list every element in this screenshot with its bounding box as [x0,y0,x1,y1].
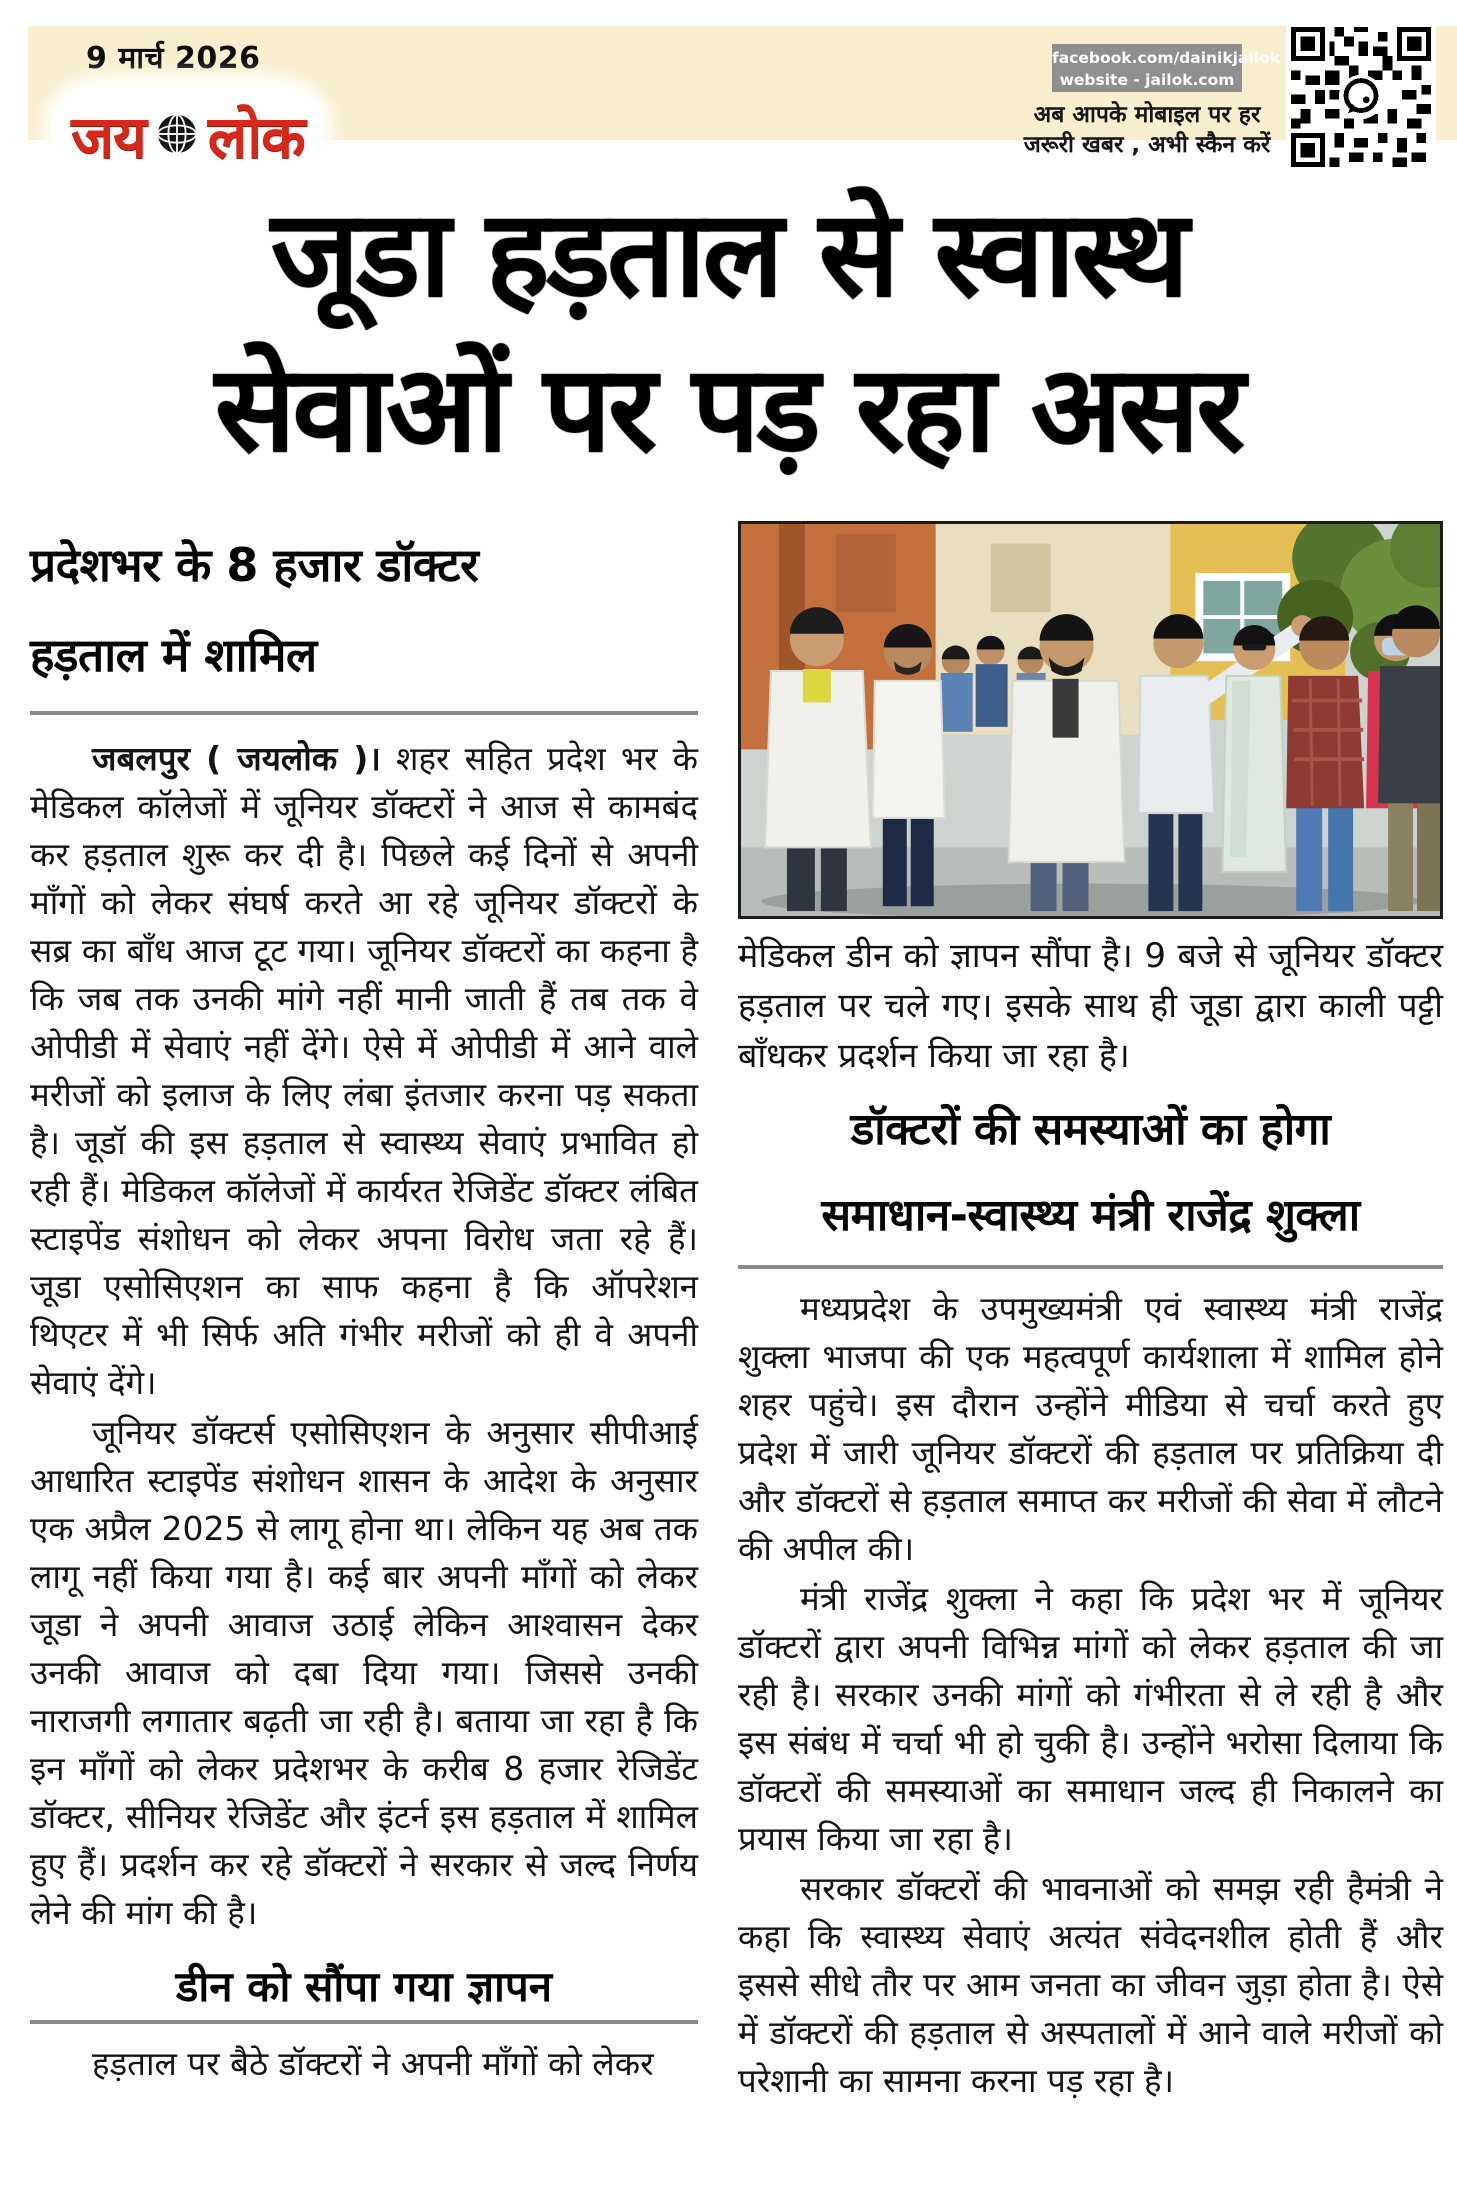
left-subheadline-line-2: हड़ताल में शामिल [30,628,317,683]
left-column [30,521,698,2105]
divider-rule [30,2020,698,2024]
right-crosshead-line-2: समाधान-स्वास्थ्य मंत्री राजेंद्र शुक्ला [821,1190,1360,1242]
scan-line-2: जरूरी खबर , अभी स्कैन करें [1023,132,1271,158]
paragraph-text: शहर सहित प्रदेश भर के मेडिकल कॉलेजों में जूनियर डॉक्टरों ने आज से कामबंद कर हड़ताल शुरू कर दी है। पिछले कई दिनों से अपनी माँगों को लेकर संघर्ष करते आ रहे जूनियर डॉक्टरों के सब्र का बाँध आज टूट गया। जूनियर डॉक्टरों का कहना है कि जब तक उनकी मांगे नहीं मानी जाती हैं तब तक वे ओपीडी में सेवाएं नहीं देंगे। ऐसे में ओपीडी में आने वाले मरीजों को इलाज के लिए लंबा इंतजार करना पड़ सकता है। जूडॉ की इस हड़ताल से स्वास्थ्य सेवाएं प्रभावित हो रही हैं। मेडिकल कॉलेजों में कार्यरत रेजिडेंट डॉक्टर लंबित स्टाइपेंड संशोधन को लेकर अपना विरोध जता रहे हैं। जूडा एसोसिएशन का साफ कहना है कि ऑपरेशन थिएटर में भी सिर्फ अति गंभीर मरीजों को ही वे अपनी सेवाएं देंगे। [30,738,698,1402]
scan-line-1: अब आपके मोबाइल पर हर [1033,102,1261,128]
newspaper-logo [52,84,324,184]
divider-rule [30,711,698,715]
article-columns [30,521,1443,2105]
article-paragraph [30,735,698,1407]
qr-code [1286,24,1436,170]
divider-rule [738,1265,1443,1269]
right-column [738,521,1443,2105]
dateline: जबलपुर ( जयलोक )। [92,738,381,778]
headline-line-1: जूडा हड़ताल से स्वास्थ [271,186,1186,324]
protest-photo [738,521,1443,919]
left-subheadline [30,521,698,700]
logo-word-lok: लोक [207,102,305,171]
logo-word-jai: जय [71,102,146,171]
social-links-box [1052,44,1281,92]
article-paragraph: सरकार डॉक्टरों की भावनाओं को समझ रही हैमंत्री ने कहा कि स्वास्थ्य सेवाएं अत्यंत संवेदनशील होती हैं और इससे सीधे तौर पर आम जनता का जीवन जुड़ा होता है। ऐसे में डॉक्टरों की हड़ताल से अस्पतालों में आने वाले मरीजों को परेशानी का सामना करना पड़ रहा है। [738,1868,1443,2100]
headline-line-2: सेवाओं पर पड़ रहा असर [215,340,1242,479]
globe-icon [156,113,198,155]
crosshead-dean-memo: डीन को सौंपा गया ज्ञापन [175,1961,553,2011]
protest-photo-illustration [741,524,1440,916]
article-paragraph: मध्यप्रदेश के उपमुख्यमंत्री एवं स्वास्थ्य मंत्री राजेंद्र शुक्ला भाजपा की एक महत्वपूर्ण कार्यशाला में शामिल होने शहर पहुंचे। इस दौरान उन्होंने मीडिया से चर्चा करते हुए प्रदेश में जारी जूनियर डॉक्टरों की हड़ताल पर प्रतिक्रिया दी और डॉक्टरों से हड़ताल समाप्त कर मरीजों की सेवा में लौटने की अपील की। [738,1288,1443,1568]
right-crosshead-line-1: डॉक्टरों की समस्याओं का होगा [850,1104,1331,1156]
left-subheadline-line-1: प्रदेशभर के 8 हजार डॉक्टर [30,538,479,593]
right-crosshead [738,1087,1443,1259]
photo-caption: मेडिकल डीन को ज्ञापन सौंपा है। 9 बजे से जूनियर डॉक्टर हड़ताल पर चले गए। इसके साथ ही जूडा द्वारा काली पट्टी बाँधकर प्रदर्शन किया जा रहा है। [738,936,1443,1077]
article-paragraph: हड़ताल पर बैठे डॉक्टरों ने अपनी माँगों को लेकर [92,2043,654,2083]
website-url: website - jailok.com [1059,71,1235,89]
edition-date: 9 मार्च 2026 [86,41,261,76]
article-paragraph: मंत्री राजेंद्र शुक्ला ने कहा कि प्रदेश भर में जूनियर डॉक्टरों द्वारा अपनी विभिन्न मांगों को लेकर हड़ताल की जा रही है। सरकार उनकी मांगों को गंभीरता से ले रही है और इस संबंध में चर्चा भी हो चुकी है। उन्होंने भरोसा दिलाया कि डॉक्टरों की समस्याओं का समाधान जल्द ही निकालने का प्रयास किया जा रहा है। [738,1578,1443,1858]
facebook-url: facebook.com/dainikjailok [1052,49,1281,67]
scan-promo-text [1022,100,1272,160]
qr-code-icon [1289,27,1433,167]
article-paragraph: जूनियर डॉक्टर्स एसोसिएशन के अनुसार सीपीआई आधारित स्टाइपेंड संशोधन शासन के आदेश के अनुसार एक अप्रैल 2025 से लागू होना था। लेकिन यह अब तक लागू नहीं किया गया है। कई बार अपनी माँगों को लेकर जूडा ने अपनी आवाज उठाई लेकिन आश्वासन देकर उनकी आवाज को दबा दिया गया। जिससे उनकी नाराजगी लगातार बढ़ती जा रही है। बताया जा रहा है कि इन माँगों को लेकर प्रदेशभर के करीब 8 हजार रेजिडेंट डॉक्टर, सीनियर रेजिडेंट और इंटर्न इस हड़ताल में शामिल हुए हैं। प्रदर्शन कर रहे डॉक्टरों ने सरकार से जल्द निर्णय लेने की मांग की है। [30,1412,698,1932]
